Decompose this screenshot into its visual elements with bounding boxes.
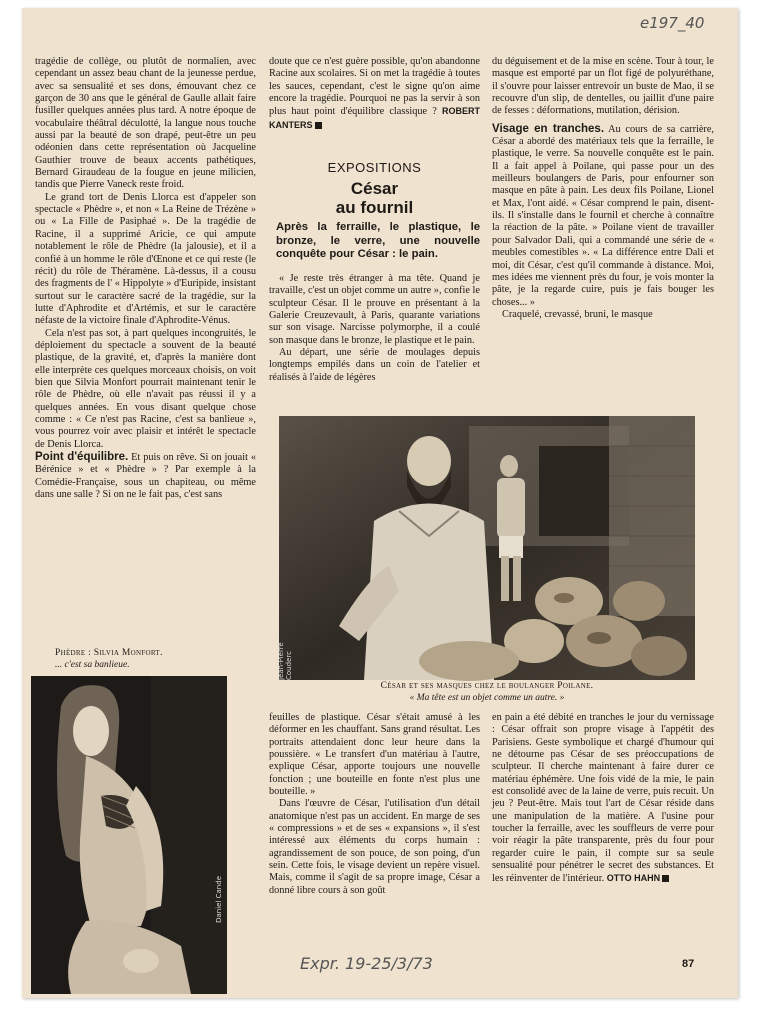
article-column-2-bottom: [269, 712, 480, 952]
archive-number-annotation: e197_40: [640, 14, 705, 32]
photo-credit-couderc: Jean-Pierre Couderc: [277, 642, 293, 680]
left-photo-caption: [55, 647, 255, 671]
review-paragraph-2: Le grand tort de Denis Llorca est d'appeler son spectacle « Phèdre », et non « La Reine de Trézène » ou « La Fille de Pasiphaé ». De la tragédie de Racine, il a supprimé Aricie, ce qui ampute notablement le rôle de Phèdre (la jalousie), et il a confié à un homme le rôle d'Œnone et ce qui reste (le récit) du rôle de Théramène. Là-dessus, il a cousu des fragments de l' « Hippolyte » d'Euripide, insistant surtout sur le caractère sacré de la tragédie, sur la lutte d'Aphrodite et d'Artémis, et sur le caractère néfaste de la victoire finale d'Aphrodite-Vénus.: [35, 191, 256, 327]
article-column-3-top: [492, 56, 714, 414]
article-bottom-paragraph-1: feuilles de plastique. César s'était amusé à les déformer en les chauffant. Sans grand résultat. Les portraits attendaient donc leur heure dans la poussière. « Le transfert d'un matériau à l'autre, explique César, apporte toujours une nouvelle fonction ; une bouteille en fonte n'est plus une bouteille. »: [269, 712, 480, 798]
main-photo-caption: [279, 680, 695, 704]
photo-silvia-monfort: [31, 676, 227, 994]
article-bottom-col3-paragraph: [492, 712, 714, 886]
review-ending: [269, 56, 480, 132]
magazine-page: [22, 8, 738, 998]
review-paragraph-4: [35, 451, 256, 501]
article-title-line-2: au fournil: [335, 198, 414, 217]
review-ending-text: doute que ce n'est guère possible, qu'on abandonne Racine aux scolaires. Si on met la tragédie à toutes les sauces, cependant, c'est le signe qu'on aime encore la tragédie. Pourquoi ne pas la servir à son plus haut point d'équilibre classique ?: [269, 56, 480, 118]
end-mark-icon: [662, 875, 669, 882]
review-column-2: [269, 56, 480, 156]
article-bottom-col3-text: en pain a été débité en tranches le jour du vernissage : César offrait son propre visage à l'appétit des Parisiens. Geste symbolique et chargé d'humour qui ne détourne pas César de ses préoccupations de sculpteur. Il cherche maintenant à faire durer ce matériau éphémère. Une fois vidé de la mie, le pain est consolidé avec de la laine de verre, puis recuit. Un jeu ? Peut-être. Mais tout l'art de César réside dans une manipulation de la matière. A l'usine pour toucher la ferraille, avec les souffleurs de verre pour voir réagir la pâte transparente, près du four pour regarder cuire le pain, il compte sur sa seule sensualité pour pénétrer le secret des substances. Et les réinventer de l'intérieur.: [492, 712, 714, 885]
photo-cesar-bakery: [279, 416, 695, 680]
article-standfirst: Après la ferraille, le plastique, le bronze, le verre, une nouvelle conquête pour César : le pain.: [276, 221, 480, 260]
review-paragraph-4-text: Et puis on rêve. Si on jouait « Bérénice » et « Phèdre » ? Par exemple à la Comédie-Française, sous un chapiteau, ou même dans une salle ? Si on ne le fait pas, c'est sans: [35, 452, 257, 501]
signature-otto-hahn: OTTO HAHN: [606, 873, 661, 884]
article-title-line-1: César: [350, 179, 399, 198]
end-mark-icon: [315, 122, 322, 129]
article-paragraph-2: Au départ, une série de moulages depuis longtemps empilés dans un coin de l'atelier et réalisés à l'aide de légères: [269, 347, 480, 383]
article-paragraph-1: « Je reste très étranger à ma tête. Quand je travaille, c'est un objet comme un autre », confie le sculpteur César. Il le prouve en présentant à la Galerie Creuzevault, à Paris, quarante variations sur son visage. Narcisse polymorphe, il a coulé son masque dans le bronze, le plastique et le pain.: [269, 273, 480, 346]
photo-credit-cande: Daniel Cande: [215, 876, 223, 923]
caption-main-line: César et ses masques chez le boulanger Poilane.: [380, 681, 594, 691]
subhead-point-equilibre: Point d'équilibre.: [35, 451, 129, 463]
article-bottom-paragraph-2: Dans l'œuvre de César, l'utilisation d'un détail anatomique n'est pas un accident. En marge de ses « compressions » et de ses « expansions », il s'est intéressé aux éléments du corps humain : agrandissement de son pouce, de son poing, d'un sein. Cette fois, le visage devient un repère visuel. Mais, comme il s'agit de sa propre image, César a donné libre cours à son goût: [269, 798, 480, 896]
left-photo-caption-label: Phèdre : Silvia Monfort.: [55, 648, 163, 658]
article-column-3-bottom: [492, 712, 714, 952]
signature-robert-kanters: ROBERT KANTERS: [269, 106, 480, 130]
caption-quote-line: « Ma tête est un objet comme un autre. »: [409, 693, 565, 703]
article-col3-paragraph-3: Craquelé, crevassé, bruni, le masque: [502, 308, 653, 320]
article-col3-paragraph-2: [492, 123, 714, 309]
article-col3-paragraph-1: du déguisement et de la mise en scène. Tour à tour, le masque est emporté par un flot figé de polyuréthane, il s'ouvre pour laisser entrevoir un buste de Mao, il se recouvre d'un slip, de dentelles, ou jaillit d'une paire de fesses : déformations, mutilation, dérision.: [492, 56, 714, 117]
actress-illustration: [31, 676, 227, 994]
article-col3-paragraph-2-text: Au cours de sa carrière, César a abordé des matériaux tels que la ferraille, le plastique, le verre. Sa nouvelle conquête est le pain. Il a fait appel à Poilane, qui passe pour un des meilleurs boulangers de Paris, pour enfourner son masque en pâte à pain. Les deux fils Poilane, Lionel et Max, l'ont aidé. « César comprend le pain, disent-ils. Il s'installe dans le fournil et cherche à connaître la réaction de la pâte. » Poilane vient de travailler pour Salvador Dali, qui a commandé une série de « meubles comestibles ». « La différence entre Dali et moi, dit César, c'est qu'il commande à distance. Moi, mes idées me viennent près du four, je vois monter la pâte, je la regarde cuire, puis je fais bouger les choses... »: [492, 123, 715, 308]
bakery-scene-illustration: [279, 416, 695, 680]
section-rubric: EXPOSITIONS: [327, 160, 422, 175]
handwritten-date-annotation: Expr. 19-25/3/73: [300, 954, 433, 973]
left-photo-caption-quote: ... c'est sa banlieue.: [55, 660, 130, 670]
review-paragraph-3: Cela n'est pas sot, à part quelques incongruités, le déploiement du spectacle a souvent de la beauté plastique, de la gravité, et, d'après la manière dont elle interprète ces quelques morceaux choisis, on voit bien que Silvia Monfort pourrait maintenant tenir le rôle de Phèdre, où elle n'avait pas réussi il y a quelques années. En vous disant quelque chose comme : « Ce n'est pas Racine, c'est sa banlieue », vous pourrez voir avec plaisir et intérêt le spectacle de Denis Llorca.: [35, 327, 256, 450]
review-paragraph-1: tragédie de collège, ou plutôt de normalien, avec cependant un assez beau chant de la jeunesse perdue, avec sa sensualité et ses dons, émouvant chez ce garçon de 30 ans que le général de Gaulle allait faire fusiller quelques années plus tard. A notre époque de vocabulaire théâtral déculotté, la langue nous touche aussi par la beauté de son drapé, peut-être un peu odéonien dans cette représentation où Jacqueline Gauthier trouve de beaux accents pathétiques, Bernard Giraudeau de la fougue en jeune milicien, tandis que Pierre Vaneck reste froid.: [35, 56, 256, 191]
subhead-visage-en-tranches: Visage en tranches.: [492, 122, 605, 135]
review-column-1: [35, 56, 256, 648]
article-title: [269, 179, 480, 217]
page-number: 87: [682, 958, 695, 970]
article-column-2-top: [269, 273, 480, 418]
